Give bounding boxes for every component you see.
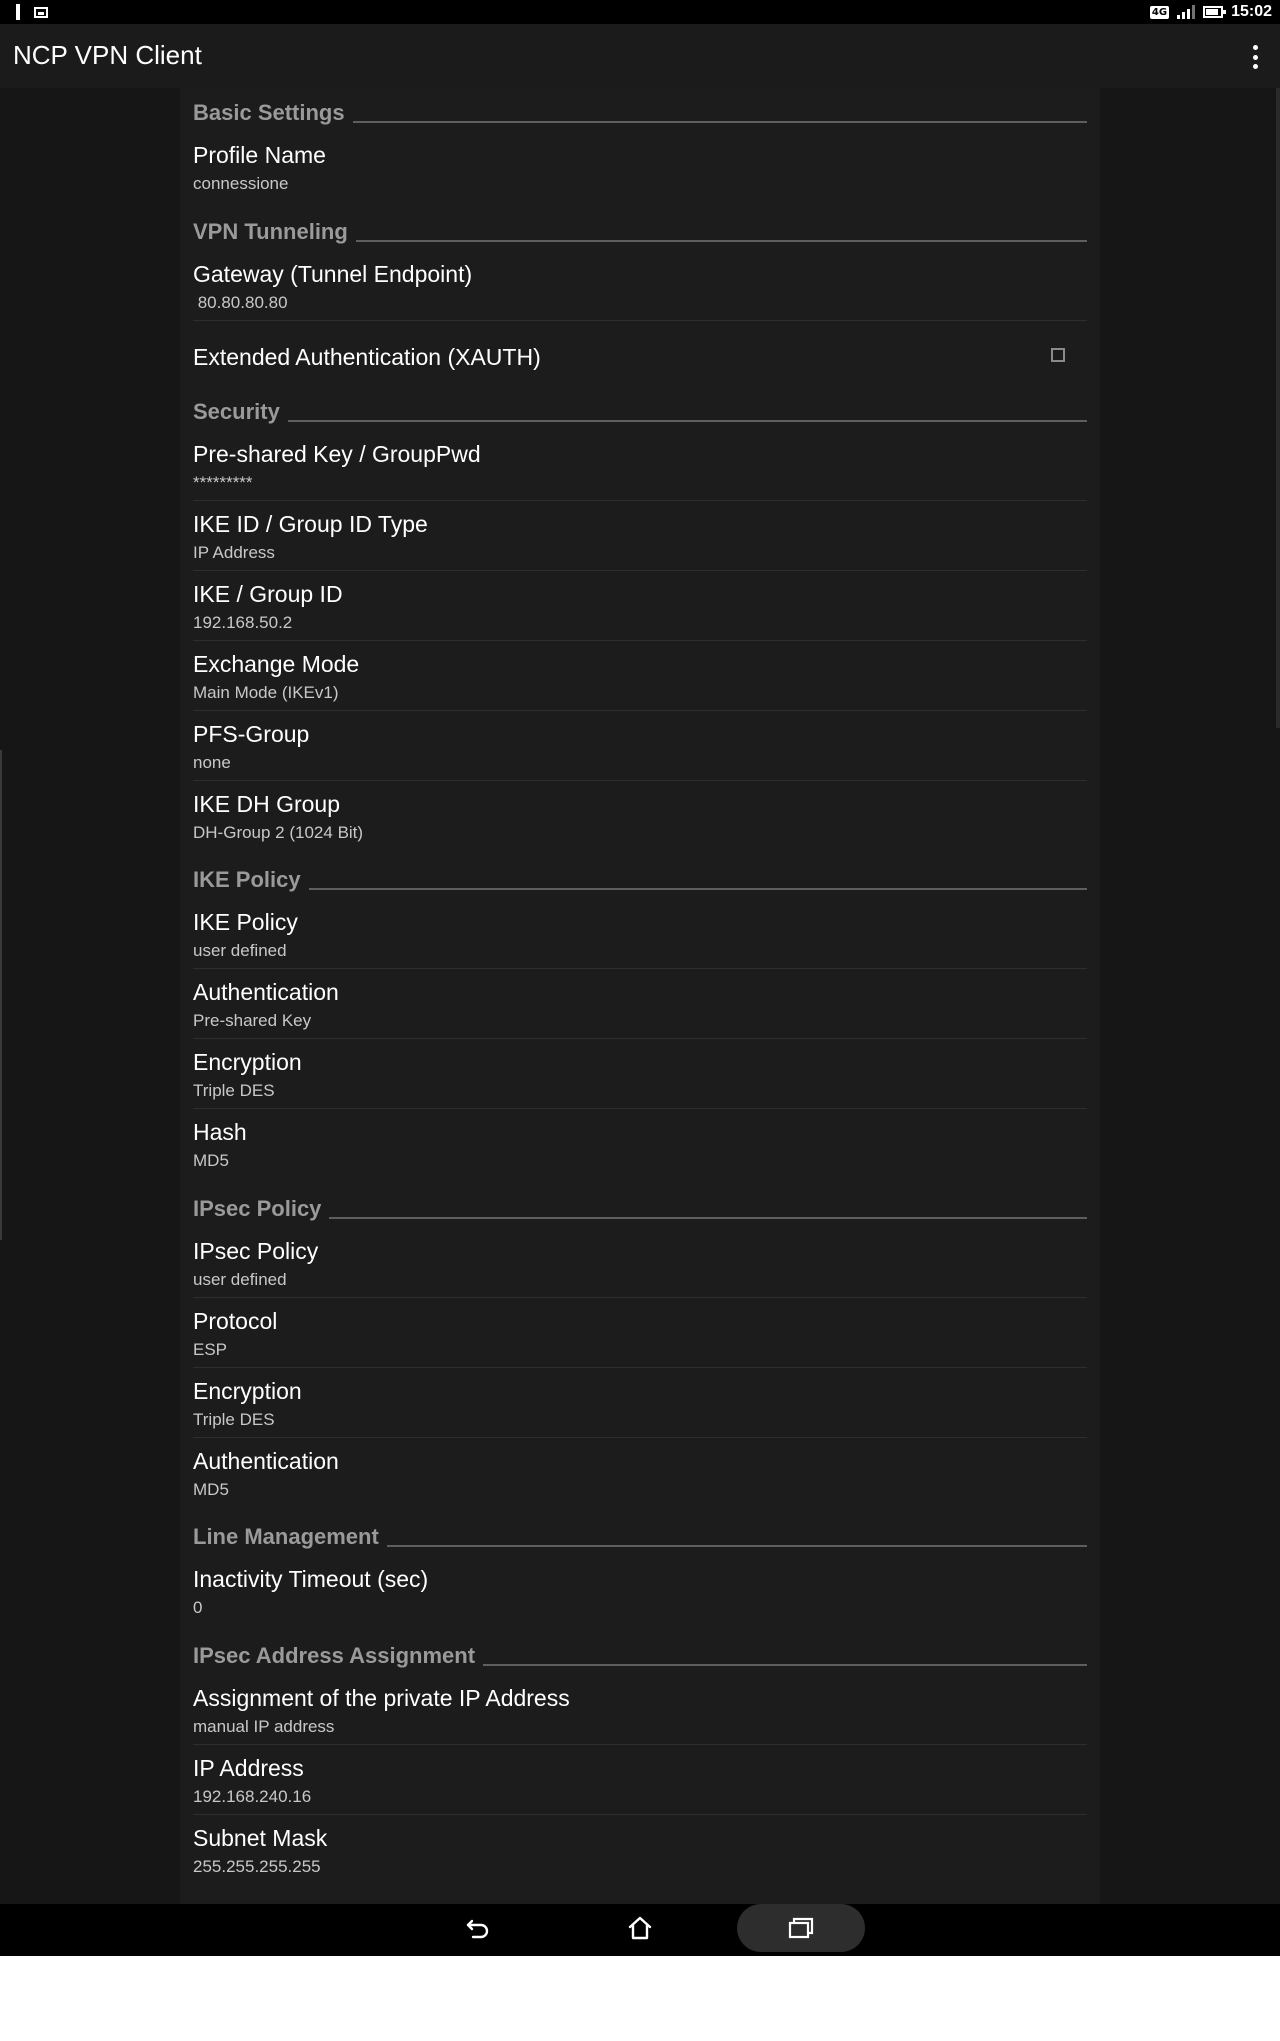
setting-label: Exchange Mode [193,651,360,677]
setting-subnet-mask[interactable] [193,1815,1087,1885]
section-title: Basic Settings [193,100,353,126]
setting-label: Hash [193,1119,247,1145]
section-vpn-tunneling [193,207,1087,247]
home-icon [626,1914,654,1942]
section-ipsec-policy [193,1184,1087,1224]
setting-value: 80.80.80.80 [193,293,288,312]
setting-label: Inactivity Timeout (sec) [193,1566,429,1592]
setting-ike-hash[interactable] [193,1109,1087,1179]
setting-pfs-group[interactable] [193,711,1087,781]
section-ike-policy [193,855,1087,895]
app-title: NCP VPN Client [13,40,202,70]
setting-label: IKE Policy [193,909,298,935]
notification-icon [16,4,20,20]
setting-label: Subnet Mask [193,1825,328,1851]
setting-ip-address[interactable] [193,1745,1087,1815]
setting-label: IKE DH Group [193,791,340,817]
battery-icon [1203,6,1223,18]
setting-value: user defined [193,1270,287,1289]
section-ipsec-address-assignment [193,1631,1087,1671]
setting-value: MD5 [193,1151,229,1170]
setting-label: Gateway (Tunnel Endpoint) [193,261,473,287]
setting-value: Main Mode (IKEv1) [193,683,339,702]
setting-ike-group-id[interactable] [193,571,1087,641]
setting-value: Triple DES [193,1410,275,1429]
overflow-menu-icon[interactable] [1242,42,1268,72]
setting-value: none [193,753,231,772]
setting-value: ESP [193,1340,228,1359]
setting-value: user defined [193,941,287,960]
setting-label: Encryption [193,1049,302,1075]
section-security [193,387,1087,427]
navigation-bar [0,1904,1280,1956]
setting-label: IKE ID / Group ID Type [193,511,428,537]
app-bar [0,24,1280,88]
setting-value: 192.168.240.16 [193,1787,312,1806]
setting-gateway[interactable] [193,251,1087,321]
scroll-edge [1276,88,1280,728]
setting-ipsec-authentication[interactable] [193,1438,1087,1508]
setting-label: Pre-shared Key / GroupPwd [193,441,481,467]
setting-ike-id-type[interactable] [193,501,1087,571]
signal-icon [1177,5,1195,19]
setting-value: Triple DES [193,1081,275,1100]
setting-ike-dh-group[interactable] [193,781,1087,851]
section-title: Security [193,399,288,425]
status-left [16,4,48,20]
image-notification-icon [34,7,48,18]
back-icon [464,1914,492,1942]
setting-value: IP Address [193,543,275,562]
setting-value: Pre-shared Key [193,1011,312,1030]
settings-panel [180,88,1100,1904]
section-title: IPsec Address Assignment [193,1643,483,1669]
xauth-checkbox[interactable] [1051,348,1065,362]
setting-ike-encryption[interactable] [193,1039,1087,1109]
setting-value: ********* [193,473,253,492]
setting-assignment-ip[interactable] [193,1675,1087,1745]
setting-ipsec-policy[interactable] [193,1228,1087,1298]
setting-ipsec-encryption[interactable] [193,1368,1087,1438]
setting-profile-name[interactable] [193,132,1087,202]
home-button[interactable] [576,1904,704,1952]
setting-value: manual IP address [193,1717,335,1736]
setting-label: Assignment of the private IP Address [193,1685,570,1711]
status-bar [0,0,1280,24]
section-title: IPsec Policy [193,1196,329,1222]
setting-value: 0 [193,1598,203,1617]
setting-label: Authentication [193,1448,339,1474]
setting-pre-shared-key[interactable] [193,431,1087,501]
back-button[interactable] [414,1904,542,1952]
section-line-management [193,1512,1087,1552]
setting-value: 192.168.50.2 [193,613,293,632]
clock: 15:02 [1231,3,1272,20]
setting-value: connessione [193,174,289,193]
setting-label: Authentication [193,979,339,1005]
setting-protocol[interactable] [193,1298,1087,1368]
setting-label: Protocol [193,1308,278,1334]
recents-button[interactable] [737,1904,865,1952]
setting-inactivity-timeout[interactable] [193,1556,1087,1626]
setting-ike-authentication[interactable] [193,969,1087,1039]
setting-label: IKE / Group ID [193,581,343,607]
network-type-icon: 4G [1151,6,1168,18]
left-edge-indicator [0,750,2,1240]
section-title: VPN Tunneling [193,219,356,245]
setting-exchange-mode[interactable] [193,641,1087,711]
setting-value: MD5 [193,1480,229,1499]
setting-label: Extended Authentication (XAUTH) [193,344,541,370]
setting-label: IP Address [193,1755,304,1781]
setting-label: Encryption [193,1378,302,1404]
setting-value: DH-Group 2 (1024 Bit) [193,823,364,842]
recents-icon [786,1914,816,1942]
section-title: IKE Policy [193,867,309,893]
setting-label: IPsec Policy [193,1238,319,1264]
section-title: Line Management [193,1524,387,1550]
setting-value: 255.255.255.255 [193,1857,321,1876]
section-basic-settings [193,88,1087,128]
setting-label: Profile Name [193,142,326,168]
setting-label: PFS-Group [193,721,310,747]
status-right [1150,2,1272,22]
setting-ike-policy[interactable] [193,899,1087,969]
